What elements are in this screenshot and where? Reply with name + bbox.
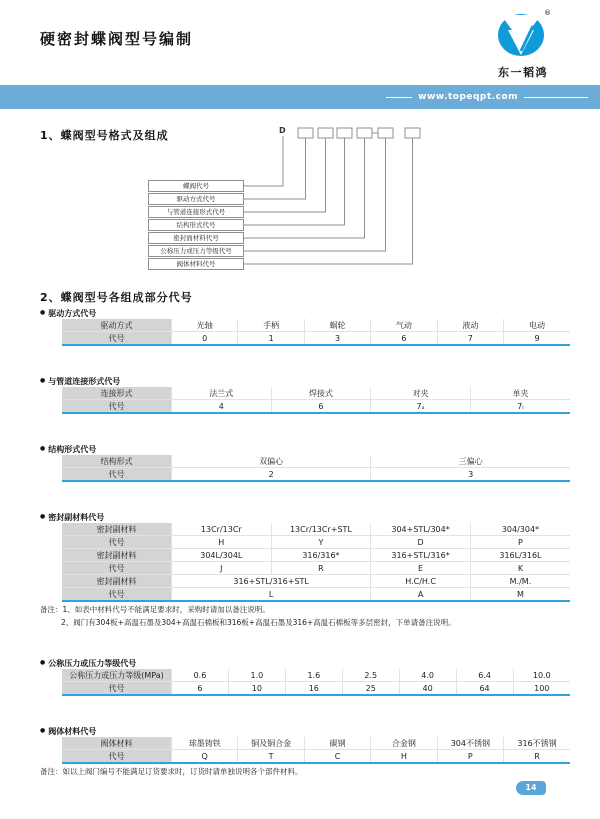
value-cell: 铜及铜合金 xyxy=(238,737,304,750)
table-note: 备注：1、如表中材料代号不能满足要求时，采购时请加以备注说明。 xyxy=(40,605,270,614)
value-cell: 0.6 xyxy=(172,669,229,682)
row-label-cell: 连接形式 xyxy=(62,387,172,400)
table-note: 2、阀门有304板+高温石墨及304+高温石棉板和316板+高温石墨及316+高温石棉板等多层密封，下单请备注说明。 xyxy=(61,618,456,628)
table-row xyxy=(62,332,570,345)
value-cell: 球墨铸铁 xyxy=(172,737,238,750)
value-cell: 100 xyxy=(513,682,570,695)
band-divider-line xyxy=(386,97,412,98)
value-cell: 316+STL/316+STL xyxy=(172,575,371,588)
table-note: 备注：如以上阀门编号不能满足订货要求时，订货时请单独说明各个部件材料。 xyxy=(40,767,303,777)
value-cell: 法兰式 xyxy=(172,387,272,400)
value-cell: 304不锈钢 xyxy=(437,737,503,750)
code-table xyxy=(62,319,570,344)
table-heading xyxy=(40,725,570,737)
bullet-icon: ● xyxy=(40,659,46,667)
value-cell: 13Cr/13Cr+STL xyxy=(271,523,371,536)
value-cell: 1.0 xyxy=(228,669,285,682)
value-cell: E xyxy=(371,562,471,575)
row-label-cell: 代号 xyxy=(62,682,172,695)
value-cell: K xyxy=(470,562,570,575)
table-heading xyxy=(40,307,570,319)
code-table-block xyxy=(40,375,570,414)
code-table xyxy=(62,455,570,480)
value-cell: 3 xyxy=(371,468,570,481)
value-cell: H.C/H.C xyxy=(371,575,471,588)
row-label-cell: 代号 xyxy=(62,750,172,763)
value-cell: Q xyxy=(172,750,238,763)
code-table xyxy=(62,523,570,600)
value-cell: 气动 xyxy=(371,319,437,332)
value-cell: P xyxy=(437,750,503,763)
table-row xyxy=(62,750,570,763)
table-wrap xyxy=(62,455,570,482)
company-logo xyxy=(490,6,556,80)
bullet-icon: ● xyxy=(40,513,46,520)
section1-heading: 1、蝶阀型号格式及组成 xyxy=(40,129,169,142)
diagram-label-seal-material: 密封面材料代号 xyxy=(148,232,244,244)
row-label-cell: 阀体材料 xyxy=(62,737,172,750)
row-label-cell: 密封副材料 xyxy=(62,575,172,588)
registered-mark: ® xyxy=(544,9,551,17)
value-cell: 6 xyxy=(271,400,371,413)
header-band xyxy=(0,85,600,109)
diagram-label-pressure: 公称压力或压力等级代号 xyxy=(148,245,244,257)
table-row xyxy=(62,669,570,682)
value-cell: 3 xyxy=(304,332,370,345)
value-cell: 7 xyxy=(437,332,503,345)
value-cell: 25 xyxy=(342,682,399,695)
value-cell: 7ₗ xyxy=(470,400,570,413)
table-row xyxy=(62,737,570,750)
table-heading-label: 与管道连接形式代号 xyxy=(48,376,121,386)
value-cell: 40 xyxy=(399,682,456,695)
band-divider-line xyxy=(524,97,588,98)
table-row xyxy=(62,562,570,575)
value-cell: 碳钢 xyxy=(304,737,370,750)
value-cell: 手柄 xyxy=(238,319,304,332)
value-cell: Y xyxy=(271,536,371,549)
table-row xyxy=(62,536,570,549)
page-title: 硬密封蝶阀型号编制 xyxy=(40,30,194,48)
value-cell: 13Cr/13Cr xyxy=(172,523,272,536)
table-row xyxy=(62,682,570,695)
value-cell: 316不锈钢 xyxy=(504,737,570,750)
table-wrap xyxy=(62,737,570,764)
row-label-cell: 密封副材料 xyxy=(62,549,172,562)
logo-icon xyxy=(495,6,551,60)
tables-container xyxy=(40,303,570,777)
value-cell: 蜗轮 xyxy=(304,319,370,332)
value-cell: 4 xyxy=(172,400,272,413)
value-cell: 电动 xyxy=(504,319,570,332)
table-heading xyxy=(40,443,570,455)
table-row xyxy=(62,319,570,332)
table-heading-label: 公称压力或压力等级代号 xyxy=(48,658,137,668)
table-heading xyxy=(40,657,570,669)
row-label-cell: 代号 xyxy=(62,536,172,549)
table-wrap xyxy=(62,387,570,414)
section2-heading: 2、蝶阀型号各组成部分代号 xyxy=(40,291,193,304)
connector-lines xyxy=(244,133,413,264)
table-row xyxy=(62,400,570,413)
table-wrap xyxy=(62,523,570,602)
row-label-cell: 代号 xyxy=(62,562,172,575)
value-cell: 单夹 xyxy=(470,387,570,400)
value-cell: 2.5 xyxy=(342,669,399,682)
model-format-diagram xyxy=(0,122,600,274)
row-label-cell: 代号 xyxy=(62,400,172,413)
code-table-block xyxy=(40,443,570,482)
value-cell: 对夹 xyxy=(371,387,471,400)
value-cell: 6.4 xyxy=(456,669,513,682)
brand-name: 东一韬鸿 xyxy=(498,66,548,79)
value-cell: R xyxy=(504,750,570,763)
table-row xyxy=(62,588,570,601)
code-table-block xyxy=(40,511,570,628)
value-cell: 304L/304L xyxy=(172,549,272,562)
value-cell: 1 xyxy=(238,332,304,345)
table-row xyxy=(62,575,570,588)
row-label-cell: 公称压力或压力等级(MPa) xyxy=(62,669,172,682)
table-wrap xyxy=(62,319,570,346)
value-cell: 0 xyxy=(172,332,238,345)
diagram-label-connection: 与管道连接形式代号 xyxy=(148,206,244,218)
code-table-block xyxy=(40,657,570,696)
row-label-cell: 代号 xyxy=(62,332,172,345)
diagram-wires xyxy=(0,122,600,274)
value-cell: 316+STL/316* xyxy=(371,549,471,562)
value-cell: 6 xyxy=(371,332,437,345)
table-row xyxy=(62,455,570,468)
value-cell: A xyxy=(371,588,471,601)
value-cell: P xyxy=(470,536,570,549)
bullet-icon: ● xyxy=(40,309,46,316)
value-cell: D xyxy=(371,536,471,549)
row-label-cell: 结构形式 xyxy=(62,455,172,468)
diagram-label-drive-mode: 驱动方式代号 xyxy=(148,193,244,205)
value-cell: 64 xyxy=(456,682,513,695)
value-cell: 304+STL/304* xyxy=(371,523,471,536)
row-label-cell: 代号 xyxy=(62,468,172,481)
table-heading-label: 结构形式代号 xyxy=(48,444,97,454)
website-url: www.topeqpt.com xyxy=(418,92,518,102)
bullet-icon: ● xyxy=(40,727,46,735)
code-table xyxy=(62,387,570,412)
table-row xyxy=(62,468,570,481)
value-cell: 7ₐ xyxy=(371,400,471,413)
code-table xyxy=(62,737,570,762)
table-heading xyxy=(40,375,570,387)
value-cell: 4.0 xyxy=(399,669,456,682)
value-cell: 双偏心 xyxy=(172,455,371,468)
value-cell: R xyxy=(271,562,371,575)
table-wrap xyxy=(62,669,570,696)
value-cell: 16 xyxy=(285,682,342,695)
code-table xyxy=(62,669,570,694)
code-table-block xyxy=(40,725,570,777)
bullet-icon: ● xyxy=(40,377,46,384)
table-heading-label: 阀体材料代号 xyxy=(48,726,97,736)
table-heading-label: 密封副材料代号 xyxy=(48,512,105,522)
value-cell: L xyxy=(172,588,371,601)
value-cell: 6 xyxy=(172,682,229,695)
row-label-cell: 密封副材料 xyxy=(62,523,172,536)
table-row xyxy=(62,549,570,562)
value-cell: 2 xyxy=(172,468,371,481)
diagram-label-body-material: 阀体材料代号 xyxy=(148,258,244,270)
value-cell: 10 xyxy=(228,682,285,695)
table-row xyxy=(62,523,570,536)
diagram-label-valve-code: 蝶阀代号 xyxy=(148,180,244,192)
value-cell: 316L/316L xyxy=(470,549,570,562)
value-cell: M xyxy=(470,588,570,601)
bullet-icon: ● xyxy=(40,445,46,452)
value-cell: C xyxy=(304,750,370,763)
table-heading-label: 驱动方式代号 xyxy=(48,308,97,318)
value-cell: 304/304* xyxy=(470,523,570,536)
value-cell: T xyxy=(238,750,304,763)
code-table-block xyxy=(40,307,570,346)
value-cell: J xyxy=(172,562,272,575)
value-cell: M./M. xyxy=(470,575,570,588)
table-heading xyxy=(40,511,570,523)
value-cell: 10.0 xyxy=(513,669,570,682)
table-row xyxy=(62,387,570,400)
value-cell: H xyxy=(371,750,437,763)
page-number-badge: 14 xyxy=(516,781,546,795)
value-cell: 合金钢 xyxy=(371,737,437,750)
value-cell: 焊接式 xyxy=(271,387,371,400)
value-cell: 三偏心 xyxy=(371,455,570,468)
model-prefix-letter: D xyxy=(279,126,286,135)
model-code-boxes xyxy=(298,128,420,138)
diagram-label-structure: 结构形式代号 xyxy=(148,219,244,231)
row-label-cell: 驱动方式 xyxy=(62,319,172,332)
value-cell: 光轴 xyxy=(172,319,238,332)
value-cell: H xyxy=(172,536,272,549)
value-cell: 316/316* xyxy=(271,549,371,562)
value-cell: 9 xyxy=(504,332,570,345)
value-cell: 液动 xyxy=(437,319,503,332)
value-cell: 1.6 xyxy=(285,669,342,682)
row-label-cell: 代号 xyxy=(62,588,172,601)
